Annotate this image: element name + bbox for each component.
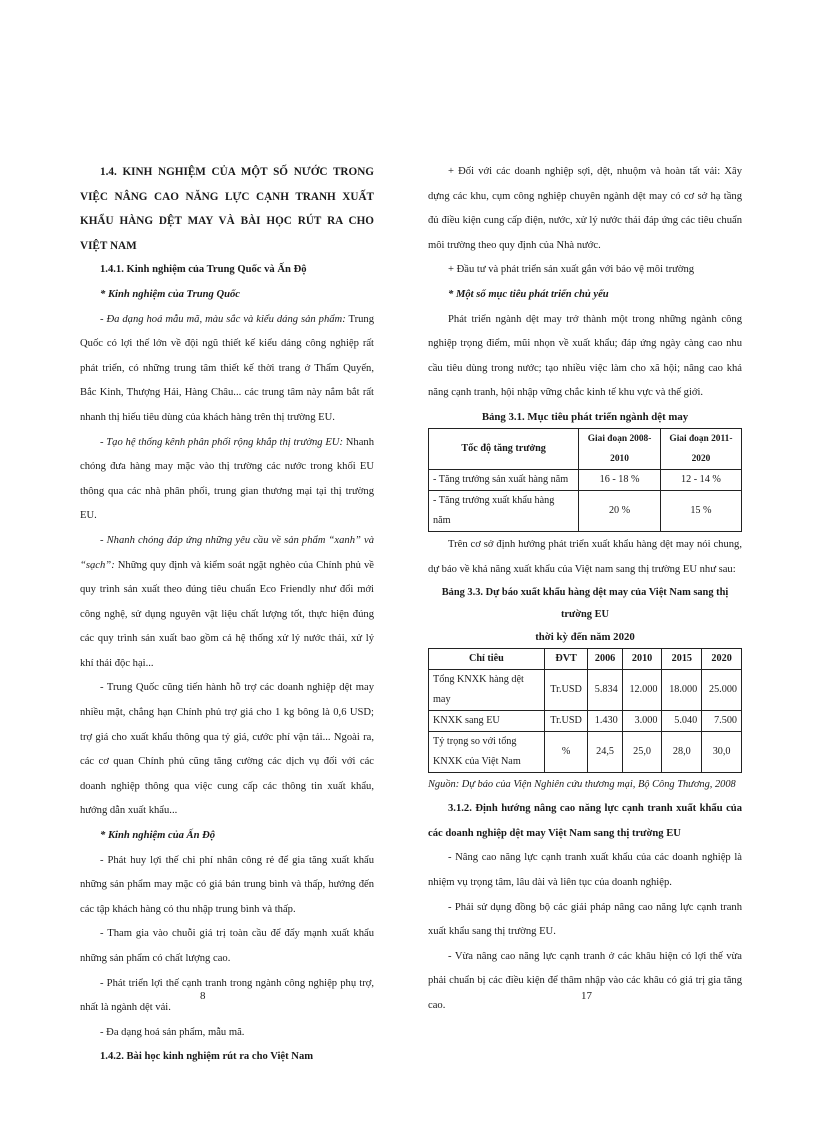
- table-cell: 16 - 18 %: [579, 469, 661, 490]
- table-cell: 15 %: [660, 490, 741, 531]
- table-cell: 18.000: [662, 670, 702, 711]
- page-number-left: 8: [200, 990, 206, 1002]
- table-cell: 5.834: [588, 670, 622, 711]
- india-experience-title: * Kinh nghiệm của Ấn Độ: [100, 830, 216, 842]
- paragraph-r6: - Nâng cao năng lực cạnh tranh xuất khẩu của các doanh nghiệp là nhiệm vụ trọng tâm, lâu dài và liên tục của doanh nghiệp.: [428, 852, 742, 888]
- table-header-cell: 2010: [622, 649, 662, 670]
- table-cell: 5.040: [662, 711, 702, 732]
- subsection-heading-1-4-2: 1.4.2. Bài học kinh nghiệm rút ra cho Việt Nam: [100, 1051, 314, 1063]
- table-header-row: [429, 649, 742, 670]
- table-cell: Tỷ trọng so với tổng KNXK của Việt Nam: [429, 732, 545, 773]
- table-cell: - Tăng trưởng sản xuất hàng năm: [429, 469, 579, 490]
- page-number-right: 17: [581, 990, 592, 1002]
- table-cell: 12.000: [622, 670, 662, 711]
- table-3-3-caption-line2: thời kỳ đến năm 2020: [535, 631, 635, 644]
- paragraph-lead: - Tạo hệ thống kênh phân phối rộng khắp thị trường EU:: [100, 436, 343, 448]
- paragraph-r7: - Phải sử dụng đồng bộ các giải pháp nâng cao năng lực cạnh tranh xuất khẩu sang thị trường EU.: [428, 901, 742, 938]
- paragraph-china-3: [80, 529, 374, 677]
- table-cell: 12 - 14 %: [660, 469, 741, 490]
- table-cell: 25.000: [702, 670, 742, 711]
- table-header-cell: ĐVT: [544, 649, 588, 670]
- table-3-3: [428, 648, 742, 773]
- paragraph-china-4: - Trung Quốc cũng tiến hành hỗ trợ các doanh nghiệp dệt may nhiều mặt, chẳng hạn Chính phủ trợ giá cho 1 kg bông là 0,6 USD; trợ giá cho xuất khẩu thông qua tỷ giá, cước phí vận tải... Ngoài ra, các cơ quan Chính phủ cũng tăng cường các dịch vụ đối với các doanh nghiệp thông qua việc cung cấp các thông tin xuất khẩu, hướng dẫn xuất khẩu...: [80, 682, 374, 817]
- paragraph-text: Trung Quốc có lợi thế lớn về đội ngũ thiết kế kiểu dáng công nghiệp rất phát triển, có những trung tâm thiết kế thời trang ở Thẩm Quyến, Bắc Kinh, Thượng Hải, Hàng Châu... các trung tâm này nắm bắt rất nhanh thị hiếu tiêu dùng của khách hàng trên thị trường EU.: [80, 313, 374, 423]
- china-experience-title: * Kinh nghiệm của Trung Quốc: [100, 288, 241, 300]
- table-source-note: Nguồn: Dự báo của Viện Nghiên cứu thương mại, Bộ Công Thương, 2008: [428, 779, 736, 791]
- table-cell: 20 %: [579, 490, 661, 531]
- left-page-column: [80, 160, 374, 1070]
- paragraph-india-3: - Phát triển lợi thế cạnh tranh trong ngành công nghiệp phụ trợ, nhất là ngành dệt vải.: [80, 977, 374, 1014]
- paragraph-india-2: - Tham gia vào chuỗi giá trị toàn cầu để đẩy mạnh xuất khẩu những sản phẩm có chất lượng cao.: [80, 928, 374, 964]
- subsection-heading-3-1-2: 3.1.2. Định hướng nâng cao năng lực cạnh tranh xuất khẩu của các doanh nghiệp dệt may Việt Nam sang thị trường EU: [428, 803, 742, 839]
- table-3-1-caption: Bảng 3.1. Mục tiêu phát triển ngành dệt may: [481, 410, 689, 423]
- table-cell: - Tăng trưởng xuất khẩu hàng năm: [429, 490, 579, 531]
- table-cell: Tổng KNXK hàng dệt may: [429, 670, 545, 711]
- paragraph-r1: + Đối với các doanh nghiệp sợi, dệt, nhuộm và hoàn tất vải: Xây dựng các khu, cụm công nghiệp chuyên ngành dệt may có cơ sở hạ tầng đủ điều kiện cung cấp điện, nước, xử lý nước thải đáp ứng các tiêu chuẩn môi trường theo quy định của Nhà nước.: [428, 166, 742, 251]
- table-cell: 30,0: [702, 732, 742, 773]
- table-3-1: [428, 428, 742, 532]
- paragraph-china-1: [80, 308, 374, 431]
- paragraph-lead: - Nhanh chóng đáp ứng những yêu cầu về sản phẩm “xanh” và “sạch”:: [80, 534, 374, 571]
- table-header-cell: 2020: [702, 649, 742, 670]
- paragraph-text: Nhanh chóng đưa hàng may mặc vào thị trường các nước trong khối EU thông qua các nhà phân phối, trung gian thương mại tại thị trường EU.: [80, 436, 374, 522]
- table-cell: 25,0: [622, 732, 662, 773]
- paragraph-lead: - Đa dạng hoá mẫu mã, màu sắc và kiểu dáng sản phẩm:: [100, 313, 346, 325]
- table-header-cell: Giai đoạn 2008-2010: [579, 428, 661, 469]
- paragraph-r2: + Đầu tư và phát triển sản xuất gắn với bảo vệ môi trường: [448, 264, 695, 276]
- table-cell: %: [544, 732, 588, 773]
- paragraph-r8: - Vừa nâng cao năng lực cạnh tranh ở các khâu hiện có lợi thế vừa phải chuẩn bị các điều kiện để thâm nhập vào các khâu có giá trị gia tăng cao.: [428, 950, 742, 1011]
- table-cell: 1.430: [588, 711, 622, 732]
- paragraph-r5: Trên cơ sở định hướng phát triển xuất khẩu hàng dệt may nói chung, dự báo về khả năng xuất khẩu của Việt nam sang thị trường EU như sau:: [428, 538, 742, 575]
- right-page-column: [428, 160, 742, 1018]
- table-header-cell: Tốc độ tăng trưởng: [429, 428, 579, 469]
- paragraph-r4: Phát triển ngành dệt may trở thành một trong những ngành công nghiệp trọng điểm, mũi nhọn về xuất khẩu; đáp ứng ngày càng cao nhu cầu tiêu dùng trong nước; tạo nhiều việc làm cho xã hội; nâng cao khả năng cạnh tranh, hội nhập vững chắc kinh tế khu vực và thế giới.: [428, 313, 742, 399]
- table-cell: 24,5: [588, 732, 622, 773]
- table-cell: Tr.USD: [544, 670, 588, 711]
- table-row: [429, 670, 742, 711]
- table-header-cell: 2006: [588, 649, 622, 670]
- section-heading: 1.4. KINH NGHIỆM CỦA MỘT SỐ NƯỚC TRONG VIỆC NÂNG CAO NĂNG LỰC CẠNH TRANH XUẤT KHẨU HÀNG DỆT MAY VÀ BÀI HỌC RÚT RA CHO VIỆT NAM: [80, 166, 374, 252]
- targets-title: * Một số mục tiêu phát triển chủ yếu: [448, 288, 609, 300]
- subsection-heading-1-4-1: 1.4.1. Kinh nghiệm của Trung Quốc và Ấn Độ: [100, 264, 307, 276]
- table-row: [429, 711, 742, 732]
- table-row: [429, 490, 742, 531]
- table-header-row: [429, 428, 742, 469]
- table-cell: KNXK sang EU: [429, 711, 545, 732]
- table-cell: 3.000: [622, 711, 662, 732]
- paragraph-india-4: - Đa dạng hoá sản phẩm, mẫu mã.: [100, 1026, 245, 1038]
- table-3-3-caption: Bảng 3.3. Dự báo xuất khẩu hàng dệt may của Việt Nam sang thị trường EU: [441, 587, 729, 621]
- table-header-cell: 2015: [662, 649, 702, 670]
- table-header-cell: Chỉ tiêu: [429, 649, 545, 670]
- table-cell: Tr.USD: [544, 711, 588, 732]
- table-header-cell: Giai đoạn 2011-2020: [660, 428, 741, 469]
- table-cell: 7.500: [702, 711, 742, 732]
- table-cell: 28,0: [662, 732, 702, 773]
- table-row: [429, 469, 742, 490]
- paragraph-india-1: - Phát huy lợi thế chi phí nhân công rẻ để gia tăng xuất khẩu những sản phẩm may mặc có giá bán trung bình và thấp, hướng đến các tập khách hàng có thu nhập trung bình và thấp.: [80, 854, 374, 915]
- paragraph-text: Những quy định và kiểm soát ngặt nghèo của Chính phủ về quy trình sản xuất theo đúng tiêu chuẩn Eco Friendly như đổi mới công nghệ, sử dụng nguyên vật liệu chất lượng tốt, thực hiện đúng các quy trình sản xuất bao gồm cả hệ thống xử lý nước thải, xử lý khí thải độc hại...: [80, 559, 374, 669]
- paragraph-china-2: [80, 431, 374, 529]
- table-row: [429, 732, 742, 773]
